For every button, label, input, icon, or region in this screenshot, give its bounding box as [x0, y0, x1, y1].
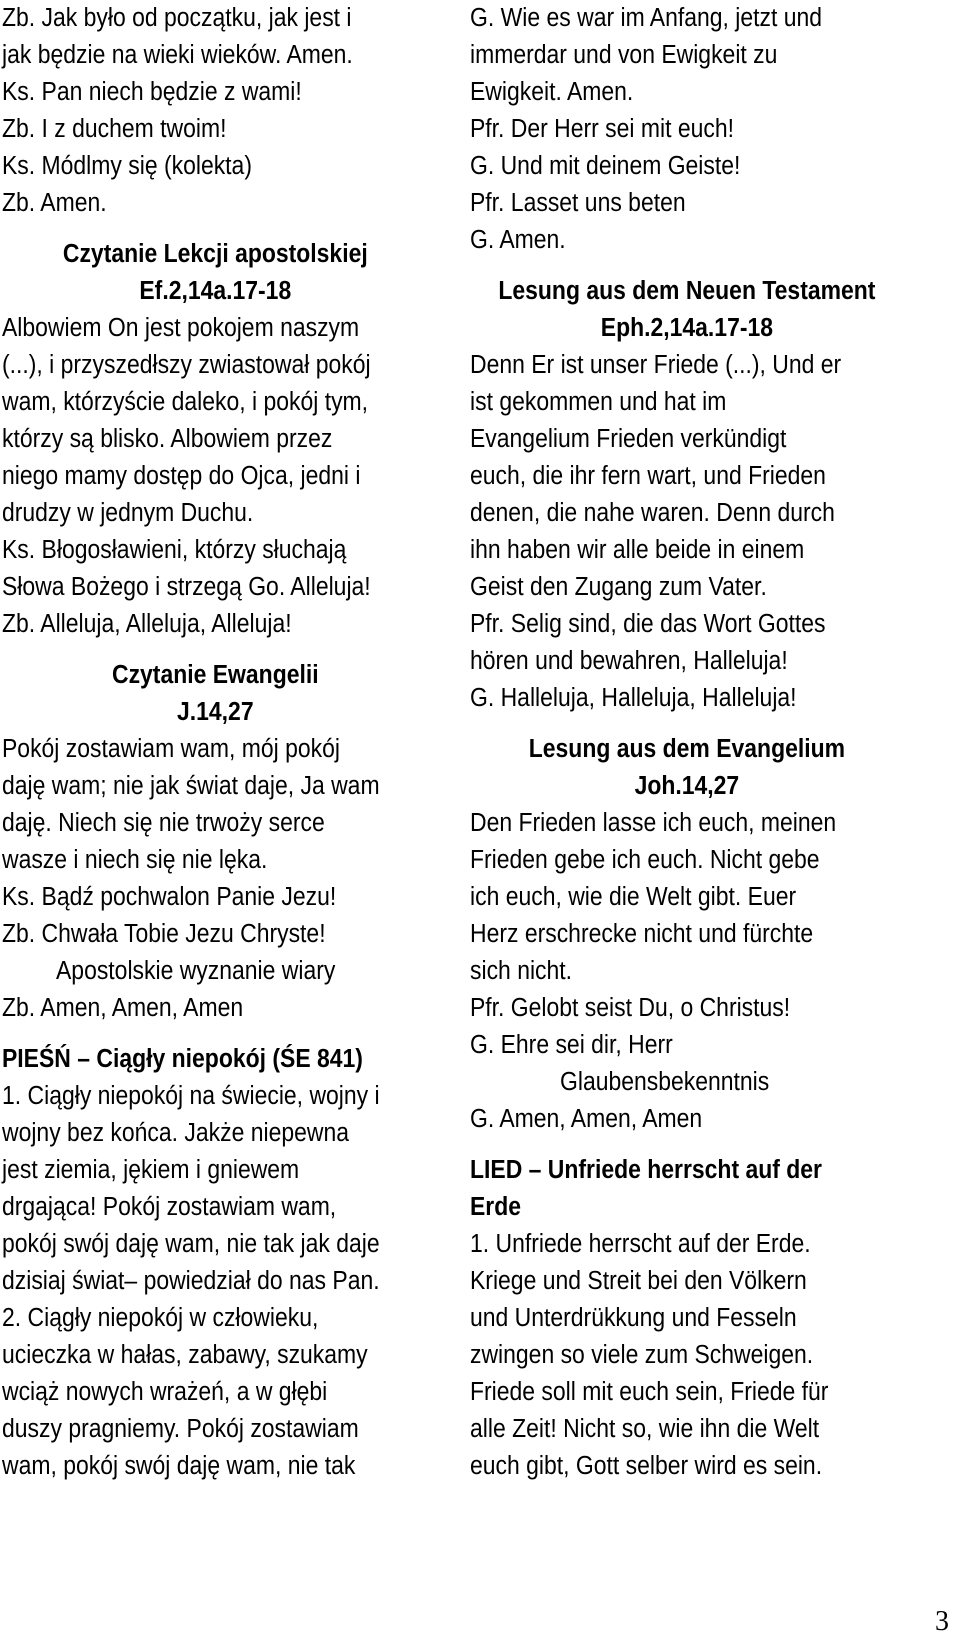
- text-line: duszy pragniemy. Pokój zostawiam: [2, 1415, 359, 1443]
- text-line: G. Amen.: [470, 226, 566, 254]
- text-line: Den Frieden lasse ich euch, meinen: [470, 809, 837, 837]
- text-line: Zb. Amen, Amen, Amen: [2, 994, 244, 1022]
- text-line: Zb. I z duchem twoim!: [2, 115, 227, 143]
- text-line: pokój swój daję wam, nie tak jak daje: [2, 1230, 380, 1258]
- text-line: Zb. Chwała Tobie Jezu Chryste!: [2, 920, 326, 948]
- text-line: wasze i niech się nie lęka.: [2, 846, 268, 874]
- text-line: Pfr. Selig sind, die das Wort Gottes: [470, 610, 826, 638]
- text-line: Frieden gebe ich euch. Nicht gebe: [470, 846, 820, 874]
- german-column: [470, 0, 904, 1485]
- text-line: und Unterdrükkung und Fesseln: [470, 1304, 797, 1332]
- text-line: 1. Unfriede herrscht auf der Erde.: [470, 1230, 811, 1258]
- gospel-reference: J.14,27: [177, 698, 254, 726]
- text-line: alle Zeit! Nicht so, wie ihn die Welt: [470, 1415, 820, 1443]
- text-line: Ks. Módlmy się (kolekta): [2, 152, 252, 180]
- text-line: Ks. Błogosławieni, którzy słuchają: [2, 536, 347, 564]
- text-line: G. Amen, Amen, Amen: [470, 1105, 703, 1133]
- song-heading: PIEŚŃ – Ciągły niepokój (ŚE 841): [2, 1045, 363, 1073]
- text-line: Zb. Alleluja, Alleluja, Alleluja!: [2, 610, 292, 638]
- text-line: ihn haben wir alle beide in einem: [470, 536, 805, 564]
- polish-column: [2, 0, 429, 1485]
- text-line: zwingen so viele zum Schweigen.: [470, 1341, 814, 1369]
- creed-line: Apostolskie wyznanie wiary: [56, 957, 336, 985]
- text-line: ist gekommen und hat im: [470, 388, 727, 416]
- text-line: Evangelium Frieden verkündigt: [470, 425, 787, 453]
- text-line: Herz erschrecke nicht und fürchte: [470, 920, 814, 948]
- text-line: Zb. Jak było od początku, jak jest i: [2, 4, 352, 32]
- text-line: Friede soll mit euch sein, Friede für: [470, 1378, 829, 1406]
- text-line: euch, die ihr fern wart, und Frieden: [470, 462, 826, 490]
- text-line: hören und bewahren, Halleluja!: [470, 647, 788, 675]
- text-line: Denn Er ist unser Friede (...), Und er: [470, 351, 842, 379]
- gospel-heading: Lesung aus dem Evangelium: [528, 735, 846, 763]
- reading-heading: Lesung aus dem Neuen Testament: [498, 277, 876, 305]
- text-line: wam, którzyście daleko, i pokój tym,: [2, 388, 369, 416]
- text-line: 1. Ciągły niepokój na świecie, wojny i: [2, 1082, 380, 1110]
- page-number: 3: [935, 1606, 949, 1637]
- text-line: sich nicht.: [470, 957, 573, 985]
- text-line: 2. Ciągły niepokój w człowieku,: [2, 1304, 319, 1332]
- text-line: jest ziemia, jękiem i gniewem: [2, 1156, 300, 1184]
- song-heading-continued: Erde: [470, 1193, 522, 1221]
- text-line: daję. Niech się nie trwoży serce: [2, 809, 325, 837]
- text-line: G. Und mit deinem Geiste!: [470, 152, 741, 180]
- text-line: Kriege und Streit bei den Völkern: [470, 1267, 807, 1295]
- song-heading: LIED – Unfriede herrscht auf der: [470, 1156, 822, 1184]
- text-line: Ks. Bądź pochwalon Panie Jezu!: [2, 883, 337, 911]
- text-line: Ks. Pan niech będzie z wami!: [2, 78, 302, 106]
- text-line: ucieczka w hałas, zabawy, szukamy: [2, 1341, 368, 1369]
- reading-heading: Czytanie Lekcji apostolskiej: [62, 240, 368, 268]
- text-line: niego mamy dostęp do Ojca, jedni i: [2, 462, 361, 490]
- text-line: euch gibt, Gott selber wird es sein.: [470, 1452, 823, 1480]
- text-line: G. Ehre sei dir, Herr: [470, 1031, 673, 1059]
- reading-reference: Eph.2,14a.17-18: [600, 314, 774, 342]
- text-line: Pfr. Der Herr sei mit euch!: [470, 115, 734, 143]
- text-line: drudzy w jednym Duchu.: [2, 499, 254, 527]
- text-line: drgająca! Pokój zostawiam wam,: [2, 1193, 337, 1221]
- text-line: denen, die nahe waren. Denn durch: [470, 499, 835, 527]
- text-line: Albowiem On jest pokojem naszym: [2, 314, 360, 342]
- text-line: (...), i przyszedłszy zwiastował pokój: [2, 351, 371, 379]
- gospel-reference: Joh.14,27: [634, 772, 740, 800]
- text-line: ich euch, wie die Welt gibt. Euer: [470, 883, 797, 911]
- gospel-heading: Czytanie Ewangelii: [111, 661, 319, 689]
- text-line: daję wam; nie jak świat daje, Ja wam: [2, 772, 380, 800]
- text-line: immerdar und von Ewigkeit zu: [470, 41, 778, 69]
- text-line: G. Halleluja, Halleluja, Halleluja!: [470, 684, 797, 712]
- text-line: Pfr. Gelobt seist Du, o Christus!: [470, 994, 791, 1022]
- text-line: wam, pokój swój daję wam, nie tak: [2, 1452, 356, 1480]
- creed-line: Glaubensbekenntnis: [560, 1068, 770, 1096]
- text-line: Geist den Zugang zum Vater.: [470, 573, 767, 601]
- text-line: dzisiaj świat– powiedział do nas Pan.: [2, 1267, 380, 1295]
- text-line: Słowa Bożego i strzegą Go. Alleluja!: [2, 573, 371, 601]
- text-line: G. Wie es war im Anfang, jetzt und: [470, 4, 823, 32]
- text-line: Zb. Amen.: [2, 189, 107, 217]
- text-line: Ewigkeit. Amen.: [470, 78, 634, 106]
- reading-reference: Ef.2,14a.17-18: [139, 277, 292, 305]
- text-line: jak będzie na wieki wieków. Amen.: [2, 41, 353, 69]
- text-line: Pfr. Lasset uns beten: [470, 189, 686, 217]
- text-line: wojny bez końca. Jakże niepewna: [2, 1119, 350, 1147]
- text-line: wciąż nowych wrażeń, a w głębi: [2, 1378, 328, 1406]
- text-line: Pokój zostawiam wam, mój pokój: [2, 735, 341, 763]
- text-line: którzy są blisko. Albowiem przez: [2, 425, 333, 453]
